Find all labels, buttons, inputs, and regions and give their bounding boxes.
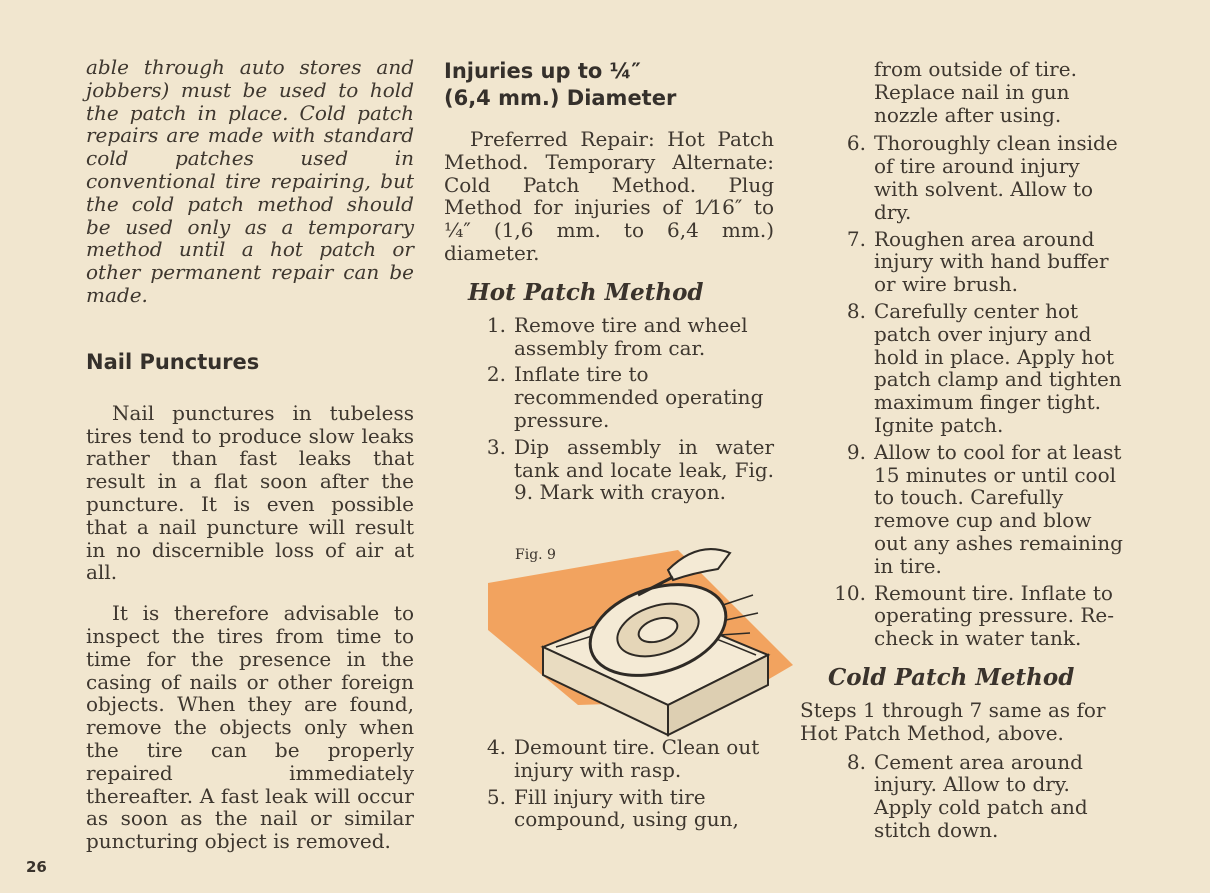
cold-patch-heading: Cold Patch Method <box>828 663 1075 691</box>
hot-patch-steps-b <box>800 132 1130 650</box>
step-text: Allow to cool for at least 15 minutes or until cool to touch. Carefully remove cup and blow out any ashes remaining in tire. <box>874 439 1123 578</box>
step-text: Demount tire. Clean out injury with rasp. <box>514 735 760 782</box>
cold-patch-intro: Steps 1 through 7 same as for Hot Patch Method, above. <box>800 697 1106 745</box>
step-number: 8. <box>846 298 866 323</box>
nail-punctures-para-2: It is therefore advisable to inspect the tires from time to time for the presence in the casing of nails or other foreign objects. When they are found, remove the objects only when the tire can be properly repaired immediately thereafter. A fast leak will occur as soon as the nail or similar puncturing object is removed. <box>86 601 414 854</box>
list-item <box>800 228 1130 296</box>
list-item <box>800 751 1130 842</box>
nail-punctures-para-1: Nail punctures in tubeless tires tend to produce slow leaks rather than fast leaks that result in a flat soon after the puncture. It is even possible that a nail puncture will result in no discernible loss of air at all. <box>86 400 414 585</box>
list-item <box>800 300 1130 437</box>
list-item <box>444 363 774 431</box>
step-number: 2. <box>486 362 506 387</box>
column-right <box>800 0 1130 842</box>
step-text: Dip assembly in water tank and locate leak, Fig. 9. Mark with crayon. <box>514 434 774 505</box>
step-number: 8. <box>846 749 866 774</box>
list-item <box>444 314 774 360</box>
step-number: 4. <box>486 735 506 759</box>
step-text: Fill injury with tire compound, using gun, <box>514 784 739 832</box>
preferred-repair-text: Preferred Repair: Hot Patch Method. Temporary Alternate: Cold Patch Method. Plug Method for injuries of 1⁄16″ to ¼″ (1,6 mm. to 6,4 mm.) diameter. <box>444 127 774 265</box>
injuries-heading <box>444 58 774 112</box>
step-text: Carefully center hot patch over injury and hold in place. Apply hot patch clamp and tighten maximum finger tight. Ignite patch. <box>874 298 1122 437</box>
nail-punctures-heading: Nail Punctures <box>86 349 260 374</box>
step-number: 6. <box>846 131 866 156</box>
step-number: 9. <box>846 439 866 464</box>
intro-italic-text: able through auto stores and jobbers) must be used to hold the patch in place. Cold patch repairs are made with standard cold patches used in conventional tire repairing, but the cold patch method should be used only as a temporary method until a hot patch or other permanent repair can be made. <box>86 55 414 307</box>
step-text: Remove tire and wheel assembly from car. <box>514 312 748 360</box>
hot-patch-steps-a <box>444 314 774 504</box>
list-item <box>444 436 774 504</box>
list-item <box>444 786 774 832</box>
hot-patch-heading: Hot Patch Method <box>468 278 704 306</box>
list-item <box>444 736 774 782</box>
step-text: Remount tire. Inflate to operating pressure. Re-check in water tank. <box>874 580 1115 651</box>
step-number: 10. <box>834 580 866 605</box>
step-text: Thoroughly clean inside of tire around injury with solvent. Allow to dry. <box>874 131 1118 224</box>
water-tank-illustration <box>468 535 793 740</box>
column-middle <box>444 0 774 504</box>
step-number: 5. <box>486 784 506 809</box>
continued-text: from outside of tire. Replace nail in gun nozzle after using. <box>874 57 1077 127</box>
column-left <box>86 0 414 853</box>
column-middle-lower <box>444 736 774 831</box>
step-number: 1. <box>486 312 506 337</box>
step-number: 7. <box>846 226 866 251</box>
page-number: 26 <box>26 858 47 876</box>
list-item <box>800 582 1130 650</box>
injuries-heading-line-1: Injuries up to ¼″ <box>444 59 641 83</box>
injuries-heading-line-2: (6,4 mm.) Diameter <box>444 86 677 110</box>
figure-label: Fig. 9 <box>515 547 556 563</box>
step-text: Roughen area around injury with hand buffer or wire brush. <box>874 226 1109 297</box>
figure-9 <box>468 535 793 740</box>
list-item <box>800 441 1130 578</box>
step-number: 3. <box>486 434 506 459</box>
list-item <box>800 132 1130 223</box>
step-text: Cement area around injury. Allow to dry. Apply cold patch and stitch down. <box>874 749 1088 842</box>
step-text: Inflate tire to recommended operating pressure. <box>514 362 764 432</box>
